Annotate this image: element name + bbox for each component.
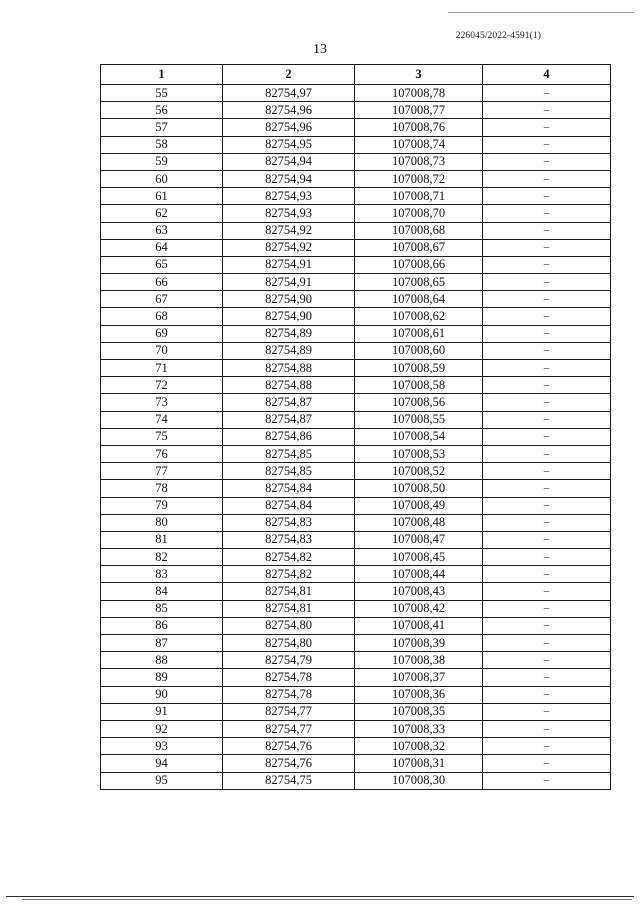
table-cell-col-4: – — [483, 463, 611, 480]
table-cell-col-1: 66 — [101, 274, 223, 291]
table-cell-col-1: 76 — [101, 445, 223, 462]
table-cell-col-3: 107008,49 — [355, 497, 483, 514]
table-cell-col-2: 82754,83 — [223, 514, 355, 531]
table-cell-col-3: 107008,64 — [355, 291, 483, 308]
table-body — [101, 85, 611, 790]
table-cell-col-2: 82754,92 — [223, 239, 355, 256]
table-cell-col-4: – — [483, 136, 611, 153]
table-cell-col-3: 107008,56 — [355, 394, 483, 411]
table-cell-col-3: 107008,65 — [355, 274, 483, 291]
table-cell-col-3: 107008,71 — [355, 188, 483, 205]
table-cell-col-3: 107008,59 — [355, 360, 483, 377]
table-cell-col-1: 56 — [101, 102, 223, 119]
table-cell-col-4: – — [483, 342, 611, 359]
table-cell-col-1: 85 — [101, 600, 223, 617]
table-row — [101, 170, 611, 187]
table-cell-col-1: 77 — [101, 463, 223, 480]
table-cell-col-1: 87 — [101, 635, 223, 652]
table-cell-col-4: – — [483, 394, 611, 411]
table-cell-col-4: – — [483, 274, 611, 291]
table-cell-col-2: 82754,84 — [223, 497, 355, 514]
table-cell-col-2: 82754,94 — [223, 153, 355, 170]
table-row — [101, 652, 611, 669]
table-cell-col-2: 82754,75 — [223, 772, 355, 789]
table-row — [101, 772, 611, 789]
document-number: 226045/2022-4591(1) — [455, 31, 541, 41]
table-cell-col-4: – — [483, 738, 611, 755]
table-cell-col-3: 107008,55 — [355, 411, 483, 428]
table-cell-col-3: 107008,73 — [355, 153, 483, 170]
table-row — [101, 274, 611, 291]
table-cell-col-4: – — [483, 377, 611, 394]
table-cell-col-2: 82754,80 — [223, 635, 355, 652]
table-cell-col-4: – — [483, 170, 611, 187]
table-row — [101, 635, 611, 652]
table-row — [101, 463, 611, 480]
table-cell-col-4: – — [483, 85, 611, 102]
table-cell-col-4: – — [483, 308, 611, 325]
table-cell-col-3: 107008,30 — [355, 772, 483, 789]
table-cell-col-4: – — [483, 514, 611, 531]
table-cell-col-2: 82754,81 — [223, 583, 355, 600]
table-row — [101, 308, 611, 325]
table-row — [101, 239, 611, 256]
column-header-4: 4 — [483, 65, 611, 85]
table-cell-col-1: 88 — [101, 652, 223, 669]
table-cell-col-1: 91 — [101, 703, 223, 720]
table-cell-col-1: 79 — [101, 497, 223, 514]
table-cell-col-1: 78 — [101, 480, 223, 497]
table-row — [101, 360, 611, 377]
table-cell-col-3: 107008,32 — [355, 738, 483, 755]
table-cell-col-3: 107008,43 — [355, 583, 483, 600]
table-row — [101, 617, 611, 634]
table-cell-col-2: 82754,93 — [223, 188, 355, 205]
table-cell-col-1: 59 — [101, 153, 223, 170]
table-cell-col-2: 82754,91 — [223, 274, 355, 291]
table-cell-col-3: 107008,62 — [355, 308, 483, 325]
table-cell-col-4: – — [483, 222, 611, 239]
table-cell-col-3: 107008,58 — [355, 377, 483, 394]
table-row — [101, 720, 611, 737]
coordinates-table-container — [100, 64, 610, 790]
table-cell-col-1: 86 — [101, 617, 223, 634]
table-cell-col-1: 61 — [101, 188, 223, 205]
table-cell-col-1: 67 — [101, 291, 223, 308]
table-cell-col-2: 82754,95 — [223, 136, 355, 153]
table-cell-col-1: 82 — [101, 549, 223, 566]
table-row — [101, 566, 611, 583]
table-cell-col-3: 107008,33 — [355, 720, 483, 737]
table-cell-col-1: 72 — [101, 377, 223, 394]
table-cell-col-4: – — [483, 119, 611, 136]
table-cell-col-1: 55 — [101, 85, 223, 102]
table-cell-col-1: 60 — [101, 170, 223, 187]
table-row — [101, 531, 611, 548]
table-cell-col-2: 82754,78 — [223, 669, 355, 686]
table-cell-col-3: 107008,61 — [355, 325, 483, 342]
table-cell-col-1: 57 — [101, 119, 223, 136]
table-cell-col-4: – — [483, 635, 611, 652]
table-header-row — [101, 65, 611, 85]
table-cell-col-1: 70 — [101, 342, 223, 359]
table-cell-col-3: 107008,74 — [355, 136, 483, 153]
table-cell-col-3: 107008,36 — [355, 686, 483, 703]
table-cell-col-2: 82754,82 — [223, 566, 355, 583]
table-cell-col-4: – — [483, 411, 611, 428]
table-cell-col-2: 82754,85 — [223, 445, 355, 462]
table-row — [101, 85, 611, 102]
table-row — [101, 136, 611, 153]
table-cell-col-2: 82754,90 — [223, 308, 355, 325]
table-cell-col-3: 107008,60 — [355, 342, 483, 359]
table-cell-col-2: 82754,93 — [223, 205, 355, 222]
table-row — [101, 342, 611, 359]
table-cell-col-2: 82754,82 — [223, 549, 355, 566]
table-cell-col-4: – — [483, 583, 611, 600]
table-cell-col-4: – — [483, 239, 611, 256]
table-cell-col-2: 82754,96 — [223, 102, 355, 119]
table-row — [101, 583, 611, 600]
table-row — [101, 377, 611, 394]
table-row — [101, 755, 611, 772]
table-cell-col-4: – — [483, 600, 611, 617]
table-cell-col-2: 82754,77 — [223, 720, 355, 737]
table-row — [101, 325, 611, 342]
table-cell-col-3: 107008,54 — [355, 428, 483, 445]
table-cell-col-3: 107008,70 — [355, 205, 483, 222]
table-row — [101, 686, 611, 703]
table-cell-col-3: 107008,44 — [355, 566, 483, 583]
table-cell-col-1: 64 — [101, 239, 223, 256]
table-cell-col-3: 107008,38 — [355, 652, 483, 669]
table-cell-col-1: 90 — [101, 686, 223, 703]
table-row — [101, 188, 611, 205]
table-cell-col-2: 82754,77 — [223, 703, 355, 720]
table-cell-col-4: – — [483, 256, 611, 273]
table-row — [101, 119, 611, 136]
table-row — [101, 291, 611, 308]
table-cell-col-3: 107008,78 — [355, 85, 483, 102]
table-cell-col-1: 81 — [101, 531, 223, 548]
table-cell-col-4: – — [483, 445, 611, 462]
table-row — [101, 514, 611, 531]
table-cell-col-3: 107008,76 — [355, 119, 483, 136]
table-cell-col-4: – — [483, 480, 611, 497]
table-cell-col-3: 107008,31 — [355, 755, 483, 772]
table-row — [101, 600, 611, 617]
table-cell-col-1: 89 — [101, 669, 223, 686]
table-cell-col-3: 107008,48 — [355, 514, 483, 531]
table-cell-col-2: 82754,91 — [223, 256, 355, 273]
table-cell-col-3: 107008,53 — [355, 445, 483, 462]
table-cell-col-2: 82754,81 — [223, 600, 355, 617]
table-cell-col-1: 58 — [101, 136, 223, 153]
table-cell-col-2: 82754,76 — [223, 755, 355, 772]
table-cell-col-3: 107008,47 — [355, 531, 483, 548]
table-cell-col-2: 82754,78 — [223, 686, 355, 703]
footer-rule-secondary — [22, 899, 632, 900]
table-cell-col-4: – — [483, 102, 611, 119]
table-cell-col-1: 93 — [101, 738, 223, 755]
table-cell-col-2: 82754,84 — [223, 480, 355, 497]
table-row — [101, 669, 611, 686]
table-row — [101, 102, 611, 119]
table-cell-col-2: 82754,86 — [223, 428, 355, 445]
table-cell-col-2: 82754,87 — [223, 394, 355, 411]
table-cell-col-4: – — [483, 720, 611, 737]
table-cell-col-2: 82754,89 — [223, 325, 355, 342]
table-row — [101, 428, 611, 445]
table-cell-col-2: 82754,89 — [223, 342, 355, 359]
table-cell-col-3: 107008,39 — [355, 635, 483, 652]
table-cell-col-2: 82754,94 — [223, 170, 355, 187]
table-cell-col-1: 74 — [101, 411, 223, 428]
table-cell-col-1: 73 — [101, 394, 223, 411]
table-cell-col-4: – — [483, 755, 611, 772]
table-cell-col-3: 107008,45 — [355, 549, 483, 566]
table-cell-col-1: 95 — [101, 772, 223, 789]
table-cell-col-3: 107008,66 — [355, 256, 483, 273]
table-cell-col-1: 83 — [101, 566, 223, 583]
table-cell-col-4: – — [483, 669, 611, 686]
table-cell-col-4: – — [483, 188, 611, 205]
table-cell-col-2: 82754,88 — [223, 377, 355, 394]
table-cell-col-2: 82754,96 — [223, 119, 355, 136]
page-number: 13 — [313, 42, 327, 57]
table-cell-col-4: – — [483, 617, 611, 634]
table-cell-col-2: 82754,90 — [223, 291, 355, 308]
column-header-1: 1 — [101, 65, 223, 85]
column-header-3: 3 — [355, 65, 483, 85]
table-cell-col-4: – — [483, 497, 611, 514]
table-cell-col-4: – — [483, 325, 611, 342]
table-cell-col-4: – — [483, 772, 611, 789]
header-rule — [448, 12, 634, 13]
table-cell-col-1: 65 — [101, 256, 223, 273]
table-cell-col-4: – — [483, 686, 611, 703]
table-cell-col-1: 62 — [101, 205, 223, 222]
table-cell-col-4: – — [483, 566, 611, 583]
table-cell-col-3: 107008,52 — [355, 463, 483, 480]
table-cell-col-1: 63 — [101, 222, 223, 239]
table-cell-col-3: 107008,35 — [355, 703, 483, 720]
table-cell-col-2: 82754,88 — [223, 360, 355, 377]
table-cell-col-2: 82754,80 — [223, 617, 355, 634]
table-cell-col-4: – — [483, 205, 611, 222]
table-cell-col-1: 75 — [101, 428, 223, 445]
table-cell-col-1: 68 — [101, 308, 223, 325]
table-row — [101, 497, 611, 514]
table-cell-col-4: – — [483, 291, 611, 308]
table-cell-col-2: 82754,83 — [223, 531, 355, 548]
table-cell-col-1: 80 — [101, 514, 223, 531]
table-row — [101, 480, 611, 497]
table-cell-col-1: 94 — [101, 755, 223, 772]
table-row — [101, 394, 611, 411]
table-cell-col-3: 107008,68 — [355, 222, 483, 239]
table-cell-col-4: – — [483, 703, 611, 720]
table-row — [101, 738, 611, 755]
table-cell-col-4: – — [483, 549, 611, 566]
table-cell-col-4: – — [483, 531, 611, 548]
table-row — [101, 222, 611, 239]
coordinates-table — [100, 64, 611, 790]
table-cell-col-1: 71 — [101, 360, 223, 377]
table-cell-col-3: 107008,37 — [355, 669, 483, 686]
table-row — [101, 205, 611, 222]
column-header-2: 2 — [223, 65, 355, 85]
table-cell-col-3: 107008,41 — [355, 617, 483, 634]
table-row — [101, 411, 611, 428]
table-row — [101, 549, 611, 566]
table-cell-col-3: 107008,67 — [355, 239, 483, 256]
table-cell-col-2: 82754,97 — [223, 85, 355, 102]
table-cell-col-2: 82754,85 — [223, 463, 355, 480]
table-cell-col-2: 82754,87 — [223, 411, 355, 428]
table-cell-col-4: – — [483, 360, 611, 377]
table-cell-col-1: 92 — [101, 720, 223, 737]
table-cell-col-2: 82754,92 — [223, 222, 355, 239]
table-cell-col-1: 69 — [101, 325, 223, 342]
table-cell-col-3: 107008,42 — [355, 600, 483, 617]
table-row — [101, 703, 611, 720]
table-row — [101, 256, 611, 273]
table-cell-col-1: 84 — [101, 583, 223, 600]
table-cell-col-3: 107008,77 — [355, 102, 483, 119]
table-cell-col-4: – — [483, 153, 611, 170]
table-cell-col-4: – — [483, 428, 611, 445]
table-cell-col-2: 82754,79 — [223, 652, 355, 669]
table-cell-col-2: 82754,76 — [223, 738, 355, 755]
table-row — [101, 153, 611, 170]
footer-rule — [6, 896, 634, 897]
table-cell-col-3: 107008,72 — [355, 170, 483, 187]
table-cell-col-4: – — [483, 652, 611, 669]
table-row — [101, 445, 611, 462]
table-cell-col-3: 107008,50 — [355, 480, 483, 497]
